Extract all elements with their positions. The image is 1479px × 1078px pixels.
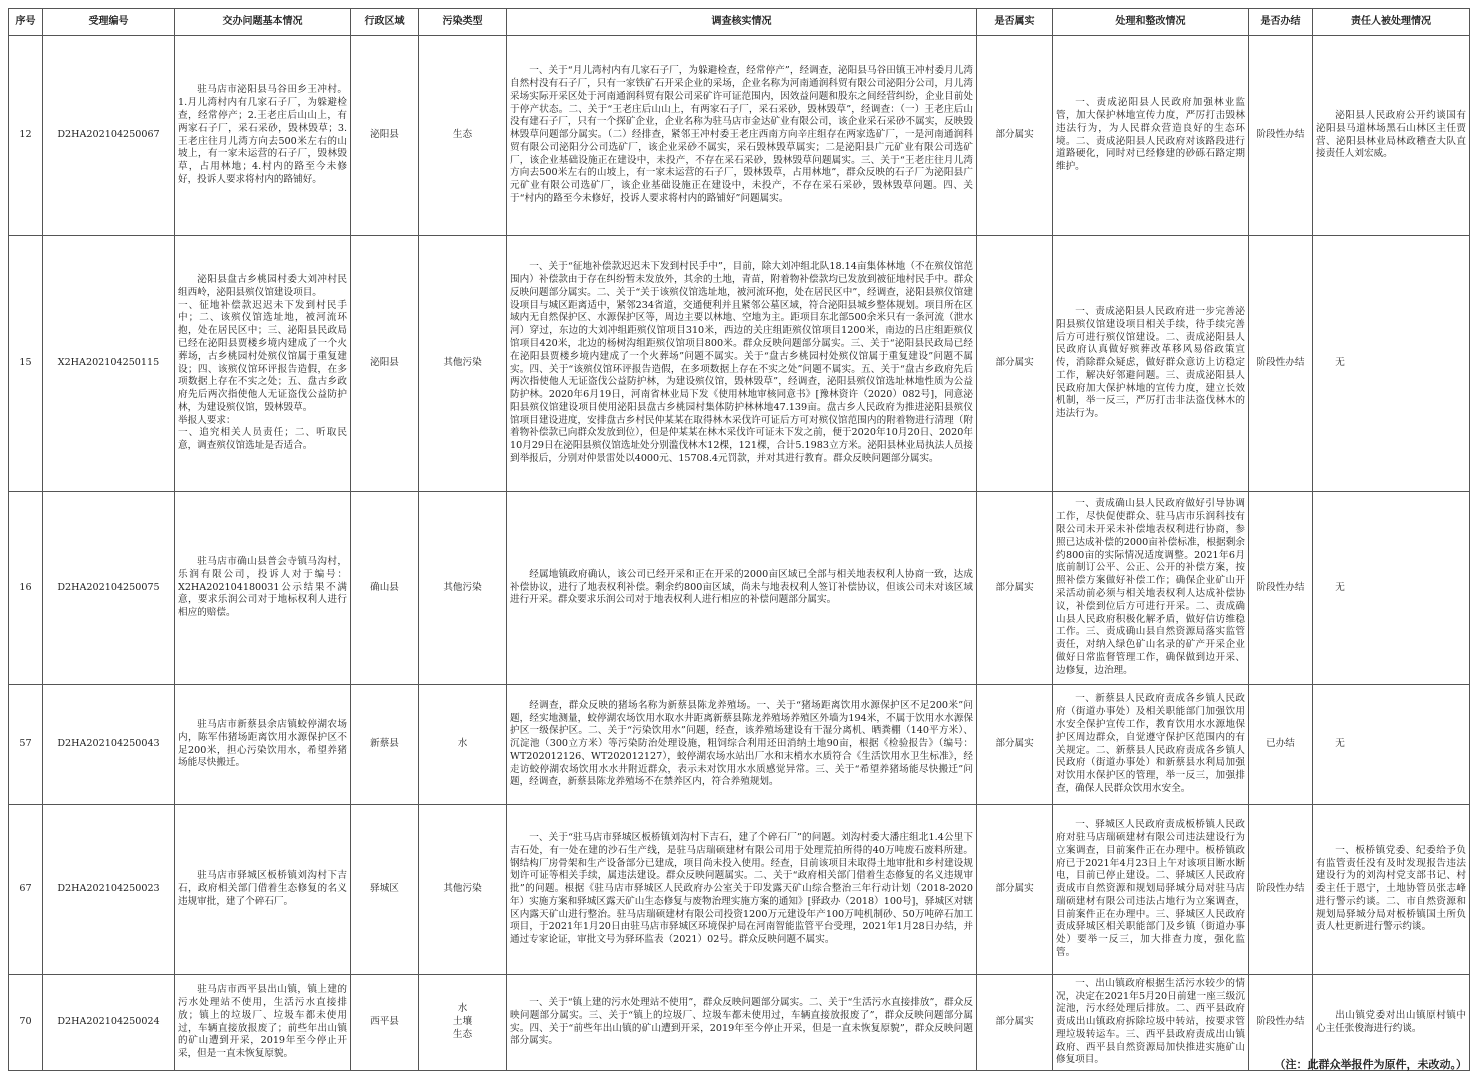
header-issue: 交办问题基本情况 — [175, 9, 351, 36]
footnote: （注：此群众举报件为原件，未改动。） — [1274, 1058, 1467, 1071]
complaint-table — [8, 8, 1470, 1071]
row-survey: 经属地镇政府确认，该公司已经开采和正在开采的2000亩区域已全部与相关地表权利人协商一致，达成补偿协议，进行了地表权利补偿。剩余约800亩区域，尚未与地表权利人签订补偿协议，但该公司未对该区域进行开采。群众要求乐润公司对于地表权利人进行相应的补偿问题部分属实。 — [507, 492, 977, 685]
row-truth: 部分属实 — [977, 685, 1053, 805]
row-id: D2HA202104250023 — [43, 805, 175, 975]
header-type: 污染类型 — [419, 9, 507, 36]
row-issue: 驻马店市泌阳县马谷田乡王冲村。1.月儿湾村内有几家石子厂，为躲避检查，经常停产；2.王老庄后山山上，有两家石子厂，采石采砂，毁林毁草；3.王老庄往月儿湾方向去500米左右的山坡上，有一家未运营的石子厂，毁林毁草，占用林地；4.村内的路至今未修好，投诉人要求将村内的路铺好。 — [175, 36, 351, 236]
row-issue: 驻马店市确山县普会寺镇马沟村，乐润有限公司，投诉人对于编号：X2HA202104180031公示结果不满意，要求乐润公司对于地标权利人进行相应的赔偿。 — [175, 492, 351, 685]
table-row — [9, 685, 1470, 805]
row-survey: 一、关于“征地补偿款迟迟未下发到村民手中”，目前，除大刘冲组北队18.14亩集体林地（不在殡仪馆范围内）补偿款由于存在纠纷暂未发放外，其余的土地，青苗，附着物补偿款均已发放到被征地村民手中。群众反映问题部分属实。二、关于“关于该殡仪馆选址地，被河流环抱，处在居民区中”，经调查，泌阳县殡仪馆建设项目与城区距离适中，紧邻234省道，交通便利并且紧邻公墓区域，符合泌阳县城乡整体规划。项目所在区域内无自然保护区、水源保护区等，周边主要以林地、空地为主。距项目东北部500余米只有一条河流（泄水河）穿过，东边的大刘冲组距殡仪馆项目310米，西边的关庄组距殡仪馆项目1200米，南边的吕庄组距殡仪馆项目420米，北边的杨树沟组距殡仪馆项目800米。群众反映问题部分属实。三、关于“泌阳县民政局已经在泌阳县贾楼乡境内建成了一个火葬场”问题不属实。关于“盘古乡桃园村处殡仪馆属于重复建设”问题不属实。四、关于“该殡仪馆环评报告造假，在多项数据上存在不实之处”问题不属实。五、关于“盘古乡政府先后两次指使他人无证盗伐公益防护林，为建设殡仪馆，毁林毁草”，经调查，泌阳县殡仪馆选址林地性质为公益防护林。2020年6月19日，河南省林业局下发《使用林地审核同意书》[豫林资许（2020）082号]，同意泌阳县殡仪馆建设项目使用泌阳县盘古乡桃园村集体防护林林地47.139亩。盘古乡人民政府为推进泌阳县殡仪馆项目建设进度，安排盘古乡村民仲某某在取得林木采伐许可证后方可对殡仪馆范围内的附着物进行清理（附着物补偿款已向群众发放到位），但是仲某某在林木采伐许可证未下发之前，便于2020年10月20日、2020年10月29日在泌阳县殡仪馆选址处分别滥伐林木12棵，121棵，合计5.1983立方米。泌阳县林业局执法人员接到举报后，分别对仲景雷处以4000元、15708.4元罚款，并对其进行教育。群众反映问题部分属实。 — [507, 236, 977, 492]
row-done: 阶段性办结 — [1249, 492, 1313, 685]
report-table-wrapper — [8, 8, 1469, 1071]
table-row — [9, 492, 1470, 685]
row-type: 其他污染 — [419, 236, 507, 492]
row-handling: 一、出山镇政府根据生活污水较少的情况，决定在2021年5月20日前建一座三级沉淀池，污水经处理后排放。二、西平县政府责成出山镇政府拆除垃圾中转站，按要求管理垃圾转运车。三、西平县政府责成出山镇政府、西平县自然资源局加快推进实施矿山修复项目。 — [1053, 975, 1249, 1071]
row-id: D2HA202104250075 — [43, 492, 175, 685]
row-person: 一、板桥镇党委、纪委给予负有监管责任没有及时发现报告违法建设行为的刘沟村党支部书记、村委主任于恩宁，土地协管员张志峰进行警示约谈。二、市自然资源和规划局驿城分局对板桥镇国土所负责人杜更新进行警示约谈。 — [1313, 805, 1470, 975]
row-survey: 一、关于“月儿湾村内有几家石子厂，为躲避检查，经常停产”，经调查，泌阳县马谷田镇王冲村委月儿湾自然村没有石子厂，只有一家铁矿石开采企业的采场，企业名称为河南通润科贸有限公司泌阳分公司，月儿湾采场实际开采区处于河南通润科贸有限公司采矿许可证范围内，因效益问题和股东之间经营纠纷，企业目前处于停产状态。二、关于“王老庄后山山上，有两家石子厂，采石采砂，毁林毁草”，经调查：（一）王老庄后山没有建石子厂，只有一个探矿企业，企业名称为驻马店市金达矿业有限公司，该企业采石采砂不属实，反映毁林毁草问题部分属实。（二）经排查，紧邻王冲村委王老庄西南方向辛庄组存在两家选矿厂，一是河南通润科贸有限公司泌阳分公司选矿厂，该企业采砂不属实，采石毁林毁草属实；二是泌阳县广元矿业有限公司选矿厂，该企业基础设施正在建设中，未投产，不存在采石采砂，毁林毁草问题属实。三、关于“王老庄往月儿湾方向去500米左右的山坡上，有一家未运营的石子厂，毁林毁草，占用林地”，群众反映的石子厂为泌阳县广元矿业有限公司选矿厂，该企业基础设施正在建设中，未投产，不存在采石采砂，毁林毁草问题。四、关于“村内的路至今未修好，投诉人要求将村内的路铺好”问题属实。 — [507, 36, 977, 236]
row-region: 新蔡县 — [351, 685, 419, 805]
row-number: 57 — [9, 685, 43, 805]
row-person: 无 — [1313, 236, 1470, 492]
row-number: 67 — [9, 805, 43, 975]
header-handling: 处理和整改情况 — [1053, 9, 1249, 36]
table-row — [9, 236, 1470, 492]
row-truth: 部分属实 — [977, 492, 1053, 685]
row-person: 出山镇党委对出山镇原村镇中心主任张俊海进行约谈。 — [1313, 975, 1470, 1071]
table-row — [9, 36, 1470, 236]
row-done: 阶段性办结 — [1249, 236, 1313, 492]
row-type: 水 — [419, 685, 507, 805]
row-survey: 经调查，群众反映的猪场名称为新蔡县陈龙养殖场。一、关于“猪场距离饮用水源保护区不足200米”问题，经实地测量，蛟停湖农场饮用水取水井距离新蔡县陈龙养殖场养殖区外墙为194米，不属于饮用水水源保护区一级保护区。二、关于“污染饮用水”问题，经查，该养殖场建设有干湿分离机、晒粪棚（140平方米）、沉淀池（300立方米）等污染防治处理设施，粗饲综合利用还田消纳土地90亩，根据《检验报告》（编号：WT202012126、WT202012127），蛟停湖农场水站出厂水和末梢水水质符合《生活饮用水卫生标准》，经走访蛟停湖农场饮用水水井附近群众，表示未对饮用水水质感觉异常。三、关于“希望养猪场能尽快搬迁”问题，经调查，新蔡县陈龙养殖场不在禁养区内，符合养殖规划。 — [507, 685, 977, 805]
row-region: 驿城区 — [351, 805, 419, 975]
header-truth: 是否属实 — [977, 9, 1053, 36]
row-id: D2HA202104250024 — [43, 975, 175, 1071]
row-done: 阶段性办结 — [1249, 36, 1313, 236]
row-handling: 一、责成泌阳县人民政府加强林业监管，加大保护林地宣传力度，严厉打击毁林违法行为，为人民群众营造良好的生态环境。二、责成泌阳县人民政府对该路段进行道路硬化，同时对已经修建的砂砾石路定期维护。 — [1053, 36, 1249, 236]
row-number: 15 — [9, 236, 43, 492]
row-handling: 一、责成泌阳县人民政府进一步完善泌阳县殡仪馆建设项目相关手续，待手续完善后方可进行殡仪馆建设。二、责成泌阳县人民政府认真做好殡葬改革移风易俗政策宣传，消除群众疑虑，做好群众意访上访稳定工作，解决好邻避问题。三、责成泌阳县人民政府加大保护林地的宣传力度，建立长效机制，举一反三，严厉打击非法盗伐林木的违法行为。 — [1053, 236, 1249, 492]
row-done: 阶段性办结 — [1249, 975, 1313, 1071]
header-survey: 调查核实情况 — [507, 9, 977, 36]
row-id: X2HA202104250115 — [43, 236, 175, 492]
row-survey: 一、关于“驻马店市驿城区板桥镇刘沟村下吉石，建了个碎石厂”的问题。刘沟村委大潘庄组北1.4公里下吉石处，有一处在建的沙石生产线，是驻马店瑞硕建材有限公司用于处理荒拍所得的40万吨废石废料所建。钢结构厂房骨架和生产设备部分已建成，项目尚未投入使用。经查，目前该项目未取得土地审批和乡村建设规划许可证等相关手续，属违法建设。群众反映问题属实。二、关于“政府相关部门借着生态修复的名义违规审批”的问题。根据《驻马店市驿城区人民政府办公室关于印发露天矿山综合整治三年行动计划（2018-2020年）实施方案和驿城区露天矿山生态修复与废物治理实施方案的通知》[驿政办（2018）100号]，驿城区对辖区内露天矿山进行整治。驻马店瑞硕建材有限公司投资1200万元建设年产100万吨机制砂、50万吨碎石加工项目，于2021年1月20日由驻马店市驿城区环境保护局在河南智能监管平台受理，2021年1月28日办结，并通过专家论证，审批文号为驿环监表（2021）02号。群众反映问题不属实。 — [507, 805, 977, 975]
row-type: 其他污染 — [419, 492, 507, 685]
table-body — [9, 36, 1470, 1071]
header-id: 受理编号 — [43, 9, 175, 36]
row-number: 12 — [9, 36, 43, 236]
row-handling: 一、责成确山县人民政府做好引导协调工作，尽快促使群众、驻马店市乐润科技有限公司未开采未补偿地表权利进行协商，参照已达成补偿的2000亩补偿标准，根据剩余约800亩的实际情况适度调整。2021年6月底前制订公平、公正、公开的补偿方案，按照补偿方案做好补偿工作；确保企业矿山开采活动前必须与相关地表权利人达成补偿协议，补偿到位后方可进行开采。二、责成确山县人民政府积极化解矛盾，做好信访维稳工作。三、责成确山县自然资源局落实监管责任，对纳入绿色矿山名录的矿产开采企业做好日常监督管理工作，确保做到边开采、边修复，边治理。 — [1053, 492, 1249, 685]
header-row — [9, 9, 1470, 36]
header-done: 是否办结 — [1249, 9, 1313, 36]
row-done: 已办结 — [1249, 685, 1313, 805]
row-region: 泌阳县 — [351, 236, 419, 492]
table-row — [9, 805, 1470, 975]
header-no: 序号 — [9, 9, 43, 36]
row-issue: 驻马店市西平县出山镇，镇上建的污水处理站不使用，生活污水直接排放；镇上的垃圾厂、垃圾车都未使用过，车辆直接放报废了；前些年出山镇的矿山遭到开采，2019年至今停止开采，但是一直未恢复原貌。 — [175, 975, 351, 1071]
table-row — [9, 975, 1470, 1071]
row-id: D2HA202104250043 — [43, 685, 175, 805]
row-handling: 一、新蔡县人民政府责成各乡镇人民政府（街道办事处）及相关职能部门加强饮用水安全保护宣传工作，教育饮用水水源地保护区周边群众，自觉遵守保护区范围内的有关规定。二、新蔡县人民政府责成各乡镇人民政府（街道办事处）和新蔡县水利局加强对饮用水保护区的管理，举一反三，加强排查，确保人民群众饮用水安全。 — [1053, 685, 1249, 805]
row-id: D2HA202104250067 — [43, 36, 175, 236]
row-truth: 部分属实 — [977, 36, 1053, 236]
row-person: 无 — [1313, 492, 1470, 685]
row-issue: 驻马店市驿城区板桥镇刘沟村下吉石，政府相关部门借着生态修复的名义违规审批，建了个碎石厂。 — [175, 805, 351, 975]
row-type: 水 土壤 生态 — [419, 975, 507, 1071]
row-survey: 一、关于“镇上建的污水处理站不使用”，群众反映问题部分属实。二、关于“生活污水直接排放”，群众反映问题部分属实。三、关于“镇上的垃圾厂、垃圾车都未使用过，车辆直接放报废了”，群众反映问题部分属实。四、关于“前些年出山镇的矿山遭到开采，2019年至今停止开采，但是一直未恢复原貌”，群众反映问题部分属实。 — [507, 975, 977, 1071]
row-truth: 部分属实 — [977, 236, 1053, 492]
row-number: 16 — [9, 492, 43, 685]
row-handling: 一、驿城区人民政府责成板桥镇人民政府对驻马店瑞硕建材有限公司违法建设行为立案调查，目前案件正在办理中。板桥镇政府已于2021年4月23日上午对该项目断水断电，目前已停止建设。二、驿城区人民政府责成市自然资源和规划局驿城分局对驻马店瑞硕建材有限公司违法占地行为立案调查，目前案件正在办理中。三、驿城区人民政府责成驿城区相关职能部门及乡镇（街道办事处）要举一反三，加大排查力度，强化监管。 — [1053, 805, 1249, 975]
row-issue: 驻马店市新蔡县余店镇蛟停湖农场内，陈军伟猪场距离饮用水源保护区不足200米，担心污染饮用水，希望养猪场能尽快搬迁。 — [175, 685, 351, 805]
row-issue: 泌阳县盘古乡桃园村委大刘冲村民组西岭，泌阳县殡仪馆建设项目。 一、征地补偿款迟迟未下发到村民手中；二、该殡仪馆选址地，被河流环抱，处在居民区中；三、泌阳县民政局已经在泌阳县贾楼乡境内建成了一个火葬场，古乡桃园村处殡仪馆属于重复建设；四、该殡仪馆环评报告造假，在多项数据上存在不实之处；五、盘古乡政府先后两次指使他人无证盗伐公益防护林，为建设殡仪馆，毁林毁草。 举报人要求： 一、追究相关人员责任；二、听取民意，调查殡仪馆选址是否适合。 — [175, 236, 351, 492]
row-truth: 部分属实 — [977, 805, 1053, 975]
row-truth: 部分属实 — [977, 975, 1053, 1071]
row-region: 确山县 — [351, 492, 419, 685]
row-type: 生态 — [419, 36, 507, 236]
row-region: 泌阳县 — [351, 36, 419, 236]
row-type: 其他污染 — [419, 805, 507, 975]
row-person: 泌阳县人民政府公开约谈国有泌阳县马道林场黑石山林区主任贾营、泌阳县林业局林政稽查大队直接责任人刘宏威。 — [1313, 36, 1470, 236]
row-person: 无 — [1313, 685, 1470, 805]
header-person: 责任人被处理情况 — [1313, 9, 1470, 36]
row-region: 西平县 — [351, 975, 419, 1071]
row-number: 70 — [9, 975, 43, 1071]
row-done: 阶段性办结 — [1249, 805, 1313, 975]
header-region: 行政区域 — [351, 9, 419, 36]
